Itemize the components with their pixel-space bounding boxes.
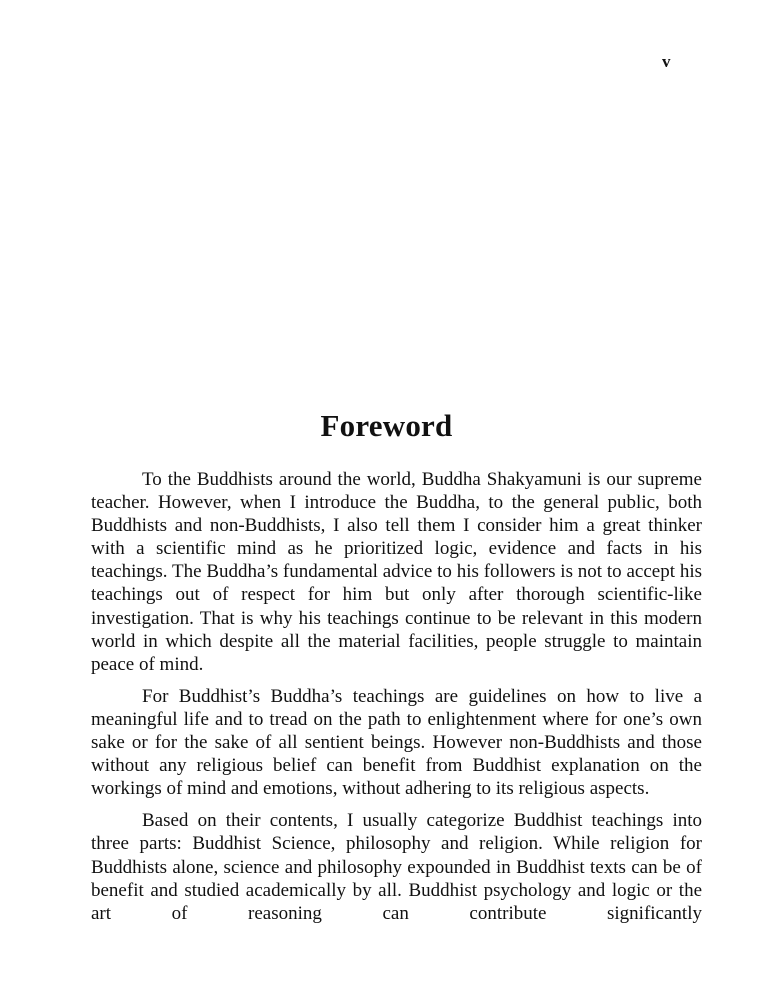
paragraph-1: To the Buddhists around the world, Buddha Shakyamuni is our supreme teacher. However, when I introduce the Buddha, to the general public, both Buddhists and non-Buddhists, I also tell them I consider him a great thinker with a scientific mind as he prioritized logic, evidence and facts in his teachings. The Buddha’s fundamental advice to his followers is not to accept his teachings out of respect for him but only after thorough scientific-like investigation. That is why his teachings continue to be relevant in this modern world in which despite all the material facilities, people struggle to maintain peace of mind.: [91, 469, 702, 675]
page-title: Foreword: [320, 408, 453, 443]
body-text: [91, 468, 702, 934]
page-number: v: [662, 52, 671, 71]
paragraph-3: Based on their contents, I usually categorize Buddhist teachings into three parts: Buddhist Science, philosophy and religion. While religion for Buddhists alone, science and philosophy expounded in Buddhist texts can be of benefit and studied academically by all. Buddhist psychology and logic or the art of reasoning can contribute significantly: [91, 810, 702, 924]
paragraph-2: For Buddhist’s Buddha’s teachings are guidelines on how to live a meaningful life and to tread on the path to enlightenment where for one’s own sake or for the sake of all sentient beings. However non-Buddhists and those without any religious belief can benefit from Buddhist explanation on the workings of mind and emotions, without adhering to its religious aspects.: [91, 685, 702, 800]
